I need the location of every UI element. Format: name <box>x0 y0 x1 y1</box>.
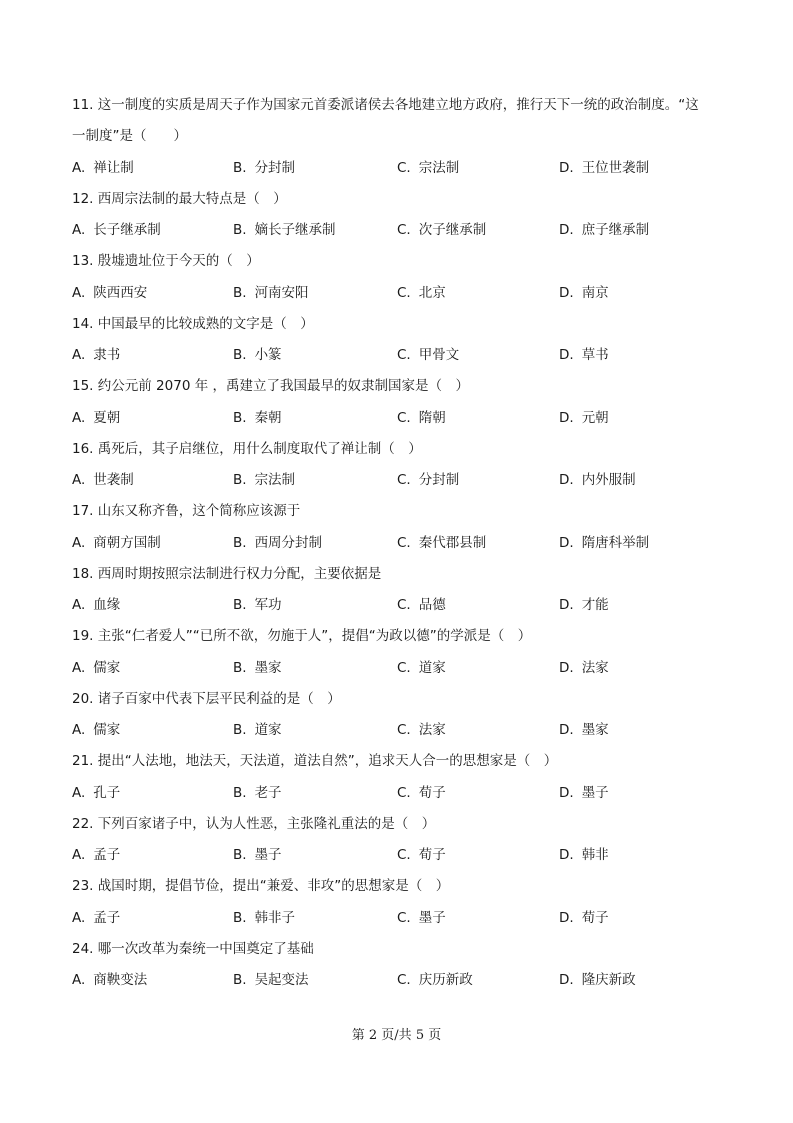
question-13-option-d <box>559 284 609 302</box>
question-19-option-a <box>72 659 120 677</box>
option-letter: D. <box>559 160 574 176</box>
option-text: 荀子 <box>418 785 446 801</box>
question-16-option-c <box>397 471 459 489</box>
option-letter: A. <box>72 910 86 926</box>
option-text: 儒家 <box>93 722 121 738</box>
option-letter: A. <box>72 472 86 488</box>
question-20-option-b <box>233 721 282 739</box>
option-text: 北京 <box>418 285 446 301</box>
question-19-option-c <box>397 659 446 677</box>
question-21-option-c <box>397 784 446 802</box>
option-text: 隆庆新政 <box>581 972 636 988</box>
question-18-option-d <box>559 596 609 614</box>
question-20-option-a <box>72 721 120 739</box>
option-text: 韩非 <box>581 847 609 863</box>
option-text: 道家 <box>418 660 446 676</box>
option-letter: D. <box>559 285 574 301</box>
question-17-stem: 17. 山东又称齐鲁，这个简称应该源于 <box>72 503 301 519</box>
option-text: 品德 <box>418 597 446 613</box>
option-text: 孔子 <box>93 785 121 801</box>
question-17-option-d <box>559 534 649 552</box>
question-22-option-d <box>559 846 609 864</box>
option-letter: B. <box>233 722 247 738</box>
question-20-option-c <box>397 721 446 739</box>
question-17-option-a <box>72 534 161 552</box>
option-text: 隋唐科举制 <box>581 535 650 551</box>
question-11-option-b <box>233 159 295 177</box>
question-22-option-b <box>233 846 282 864</box>
option-text: 墨家 <box>581 722 609 738</box>
question-14-stem: 14. 中国最早的比较成熟的文字是（ ） <box>72 316 314 332</box>
question-14-option-a <box>72 346 120 364</box>
option-letter: C. <box>397 535 411 551</box>
question-22-stem: 22. 下列百家诸子中，认为人性恶，主张隆礼重法的是（ ） <box>72 816 436 832</box>
question-12-option-c <box>397 221 486 239</box>
option-letter: C. <box>397 722 411 738</box>
question-19-option-d <box>559 659 609 677</box>
option-letter: C. <box>397 847 411 863</box>
option-letter: A. <box>72 972 86 988</box>
option-text: 秦朝 <box>254 410 282 426</box>
question-17-option-c <box>397 534 486 552</box>
option-text: 儒家 <box>93 660 121 676</box>
option-letter: D. <box>559 222 574 238</box>
option-letter: D. <box>559 785 574 801</box>
question-15-option-a <box>72 409 120 427</box>
option-letter: A. <box>72 535 86 551</box>
option-text: 道家 <box>254 722 282 738</box>
question-20-stem: 20. 诸子百家中代表下层平民利益的是（ ） <box>72 691 341 707</box>
option-letter: D. <box>559 535 574 551</box>
option-letter: B. <box>233 660 247 676</box>
option-text: 夏朝 <box>93 410 121 426</box>
option-text: 隶书 <box>93 347 121 363</box>
option-text: 墨子 <box>254 847 282 863</box>
option-letter: B. <box>233 410 247 426</box>
question-13-option-c <box>397 284 446 302</box>
option-text: 隋朝 <box>418 410 446 426</box>
page-number: 第 2 页/共 5 页 <box>351 1028 442 1043</box>
question-15-option-b <box>233 409 282 427</box>
question-18-stem: 18. 西周时期按照宗法制进行权力分配，主要依据是 <box>72 566 382 582</box>
option-text: 河南安阳 <box>254 285 309 301</box>
question-21-option-d <box>559 784 609 802</box>
option-letter: C. <box>397 222 411 238</box>
option-text: 分封制 <box>418 472 460 488</box>
option-letter: A. <box>72 785 86 801</box>
option-letter: B. <box>233 785 247 801</box>
option-text: 韩非子 <box>254 910 296 926</box>
option-letter: B. <box>233 910 247 926</box>
option-letter: A. <box>72 347 86 363</box>
option-letter: A. <box>72 285 86 301</box>
option-letter: D. <box>559 972 574 988</box>
option-letter: D. <box>559 347 574 363</box>
question-23-option-b <box>233 909 295 927</box>
question-11-stem-continued: 一制度”是（ ） <box>72 128 187 144</box>
option-letter: A. <box>72 410 86 426</box>
option-letter: C. <box>397 160 411 176</box>
option-letter: B. <box>233 597 247 613</box>
question-12-stem: 12. 西周宗法制的最大特点是（ ） <box>72 191 287 207</box>
question-21-option-b <box>233 784 282 802</box>
option-text: 墨子 <box>581 785 609 801</box>
question-19-option-b <box>233 659 282 677</box>
option-text: 内外服制 <box>581 472 636 488</box>
option-text: 才能 <box>581 597 609 613</box>
option-text: 世袭制 <box>93 472 134 488</box>
option-text: 法家 <box>418 722 446 738</box>
option-letter: A. <box>72 222 86 238</box>
question-18-option-a <box>72 596 120 614</box>
option-letter: A. <box>72 847 86 863</box>
option-text: 元朝 <box>581 410 609 426</box>
option-letter: D. <box>559 597 574 613</box>
option-letter: B. <box>233 972 247 988</box>
question-16-option-b <box>233 471 295 489</box>
question-21-stem: 21. 提出“人法地，地法天，天法道，道法自然”，追求天人合一的思想家是（ ） <box>72 753 558 769</box>
question-11-option-d <box>559 159 649 177</box>
option-text: 宗法制 <box>418 160 460 176</box>
option-text: 法家 <box>581 660 609 676</box>
question-23-option-d <box>559 909 609 927</box>
question-23-stem: 23. 战国时期，提倡节俭，提出“兼爱、非攻”的思想家是（ ） <box>72 878 450 894</box>
option-letter: A. <box>72 660 86 676</box>
option-text: 甲骨文 <box>418 347 460 363</box>
question-16-stem: 16. 禹死后，其子启继位，用什么制度取代了禅让制（ ） <box>72 441 422 457</box>
option-letter: B. <box>233 472 247 488</box>
question-14-option-c <box>397 346 459 364</box>
question-24-option-b <box>233 971 309 989</box>
question-23-option-c <box>397 909 446 927</box>
option-text: 商鞅变法 <box>93 972 148 988</box>
option-letter: B. <box>233 847 247 863</box>
option-letter: A. <box>72 160 86 176</box>
option-text: 老子 <box>254 785 282 801</box>
option-text: 孟子 <box>93 847 121 863</box>
option-text: 血缘 <box>93 597 121 613</box>
option-text: 长子继承制 <box>93 222 161 238</box>
option-text: 墨子 <box>418 910 446 926</box>
question-13-option-a <box>72 284 147 302</box>
question-15-option-c <box>397 409 446 427</box>
option-letter: C. <box>397 910 411 926</box>
option-text: 荀子 <box>581 910 609 926</box>
option-letter: B. <box>233 535 247 551</box>
question-14-option-d <box>559 346 609 364</box>
option-text: 南京 <box>581 285 609 301</box>
option-letter: B. <box>233 222 247 238</box>
option-letter: B. <box>233 160 247 176</box>
option-text: 陕西西安 <box>93 285 148 301</box>
question-22-option-a <box>72 846 120 864</box>
option-letter: D. <box>559 472 574 488</box>
option-text: 墨家 <box>254 660 282 676</box>
option-text: 秦代郡县制 <box>418 535 487 551</box>
question-18-option-c <box>397 596 446 614</box>
question-16-option-a <box>72 471 134 489</box>
option-letter: C. <box>397 410 411 426</box>
question-21-option-a <box>72 784 120 802</box>
option-text: 王位世袭制 <box>581 160 650 176</box>
option-letter: D. <box>559 660 574 676</box>
question-24-stem: 24. 哪一次改革为秦统一中国奠定了基础 <box>72 941 314 957</box>
option-letter: C. <box>397 785 411 801</box>
question-24-option-c <box>397 971 473 989</box>
question-12-option-b <box>233 221 336 239</box>
option-letter: C. <box>397 597 411 613</box>
option-letter: A. <box>72 597 86 613</box>
option-text: 分封制 <box>254 160 296 176</box>
option-text: 庆历新政 <box>418 972 473 988</box>
option-letter: C. <box>397 472 411 488</box>
question-17-option-b <box>233 534 322 552</box>
question-16-option-d <box>559 471 636 489</box>
option-letter: D. <box>559 410 574 426</box>
option-text: 商朝方国制 <box>93 535 161 551</box>
option-text: 草书 <box>581 347 609 363</box>
option-text: 嫡长子继承制 <box>254 222 336 238</box>
question-11-option-a <box>72 159 134 177</box>
option-letter: D. <box>559 847 574 863</box>
question-11-option-c <box>397 159 459 177</box>
question-24-option-a <box>72 971 147 989</box>
option-letter: B. <box>233 347 247 363</box>
question-15-stem: 15. 约公元前 2070 年 ，禹建立了我国最早的奴隶制国家是（ ） <box>72 378 469 394</box>
option-letter: C. <box>397 347 411 363</box>
option-text: 吴起变法 <box>254 972 309 988</box>
option-text: 次子继承制 <box>418 222 487 238</box>
option-letter: B. <box>233 285 247 301</box>
option-letter: C. <box>397 660 411 676</box>
question-11-stem: 11. 这一制度的实质是周天子作为国家元首委派诸侯去各地建立地方政府，推行天下一统的政治制度。“这 <box>72 97 699 113</box>
question-23-option-a <box>72 909 120 927</box>
option-text: 小篆 <box>254 347 282 363</box>
question-20-option-d <box>559 721 609 739</box>
option-letter: C. <box>397 285 411 301</box>
question-24-option-d <box>559 971 636 989</box>
option-text: 荀子 <box>418 847 446 863</box>
question-12-option-d <box>559 221 649 239</box>
option-text: 庶子继承制 <box>581 222 650 238</box>
option-text: 军功 <box>254 597 282 613</box>
question-18-option-b <box>233 596 282 614</box>
option-letter: A. <box>72 722 86 738</box>
question-13-option-b <box>233 284 309 302</box>
question-19-stem: 19. 主张“仁者爱人”“已所不欲，勿施于人”，提倡“为政以德”的学派是（ ） <box>72 628 532 644</box>
option-text: 宗法制 <box>254 472 296 488</box>
question-22-option-c <box>397 846 446 864</box>
option-letter: C. <box>397 972 411 988</box>
option-letter: D. <box>559 910 574 926</box>
question-12-option-a <box>72 221 161 239</box>
option-text: 禅让制 <box>93 160 134 176</box>
question-15-option-d <box>559 409 609 427</box>
option-letter: D. <box>559 722 574 738</box>
option-text: 西周分封制 <box>254 535 323 551</box>
question-14-option-b <box>233 346 282 364</box>
option-text: 孟子 <box>93 910 121 926</box>
question-13-stem: 13. 殷墟遗址位于今天的（ ） <box>72 253 260 269</box>
